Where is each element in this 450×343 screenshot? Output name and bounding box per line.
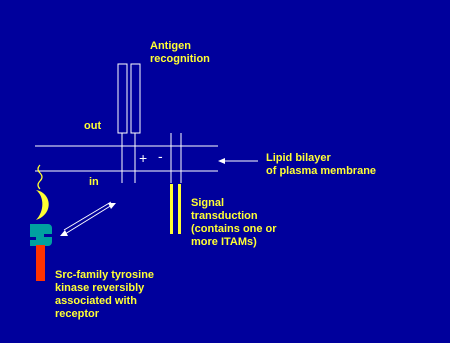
sh2-domain-icon (30, 224, 52, 246)
antigen-recognition-label: Antigen recognition (150, 40, 210, 65)
signal-transduction-label: Signal transduction (contains one or more ITAMs) (191, 197, 277, 248)
receptor-chain-right (131, 64, 140, 133)
src-kinase-label: Src-family tyrosine kinase reversibly associated with receptor (55, 269, 155, 320)
crescent-domain-icon (36, 190, 49, 220)
plus-charge: + (139, 150, 148, 166)
lipid-anchor-icon (38, 165, 42, 189)
kinase-domain-icon (36, 245, 45, 281)
double-arrow-icon (60, 202, 116, 236)
itam-chain-right (178, 184, 181, 234)
pointer-arrowhead (218, 158, 225, 164)
in-label: in (89, 176, 99, 188)
out-label: out (84, 120, 102, 132)
minus-charge: - (158, 148, 163, 164)
lipid-bilayer-label: Lipid bilayer of plasma membrane (266, 152, 377, 177)
receptor-chain-left (118, 64, 127, 133)
itam-chain-left (170, 184, 173, 234)
